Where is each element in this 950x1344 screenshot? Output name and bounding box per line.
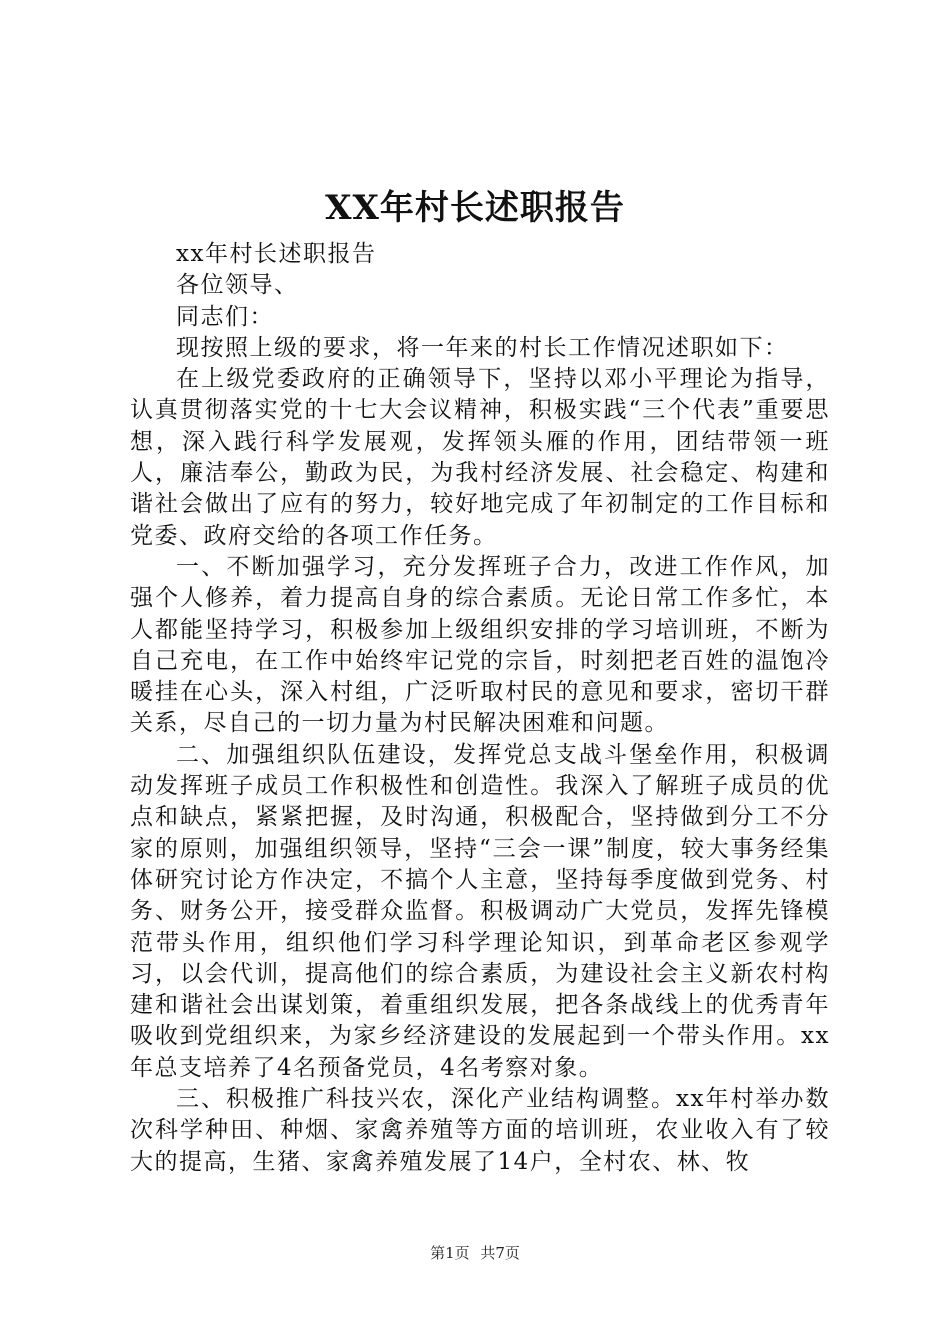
page-footer — [0, 1243, 950, 1263]
paragraph-overview: 在上级党委政府的正确领导下，坚持以邓小平理论为指导，认真贯彻落实党的十七大会议精神，积极实践“三个代表”重要思想，深入践行科学发展观，发挥领头雁的作用，团结带领一班人，廉洁奉公，勤政为民，为我村经济发展、社会稳定、构建和谐社会做出了应有的努力，较好地完成了年初制定的工作目标和党委、政府交给的各项工作任务。 — [130, 366, 830, 549]
paragraph-subtitle: xx年村长述职报告 — [176, 241, 377, 267]
document-title: XX年村长述职报告 — [325, 188, 625, 228]
paragraph-salutation-2: 同志们： — [176, 303, 274, 330]
paragraph-section-3: 三、积极推广科技兴农，深化产业结构调整。xx年村举办数次科学种田、种烟、家禽养殖等方面的培训班，农业收入有了较大的提高，生猪、家禽养殖发展了14户，全村农、林、牧 — [130, 1086, 830, 1175]
document-body — [130, 239, 830, 1178]
paragraph-section-1: 一、不断加强学习，充分发挥班子合力，改进工作作风，加强个人修养，着力提高自身的综合素质。无论日常工作多忙，本人都能坚持学习，积极参加上级组织安排的学习培训班，不断为自己充电，在工作中始终牢记党的宗旨，时刻把老百姓的温饱冷暖挂在心头，深入村组，广泛听取村民的意见和要求，密切干群关系，尽自己的一切力量为村民解决困难和问题。 — [130, 553, 830, 737]
page-total: 共7页 — [480, 1244, 520, 1262]
page-number: 第1页 — [430, 1244, 470, 1262]
paragraph-intro: 现按照上级的要求，将一年来的村长工作情况述职如下： — [176, 334, 789, 361]
paragraph-section-2: 二、加强组织队伍建设，发挥党总支战斗堡垒作用，积极调动发挥班子成员工作积极性和创造性。我深入了解班子成员的优点和缺点，紧紧把握，及时沟通，积极配合，坚持做到分工不分家的原则，加强组织领导，坚持“三会一课”制度，较大事务经集体研究讨论方作决定，不搞个人主意，坚持每季度做到党务、村务、财务公开，接受群众监督。积极调动广大党员，发挥先锋模范带头作用，组织他们学习科学理论知识，到革命老区参观学习，以会代训，提高他们的综合素质，为建设社会主义新农村构建和谐社会出谋划策，着重组织发展，把各条战线上的优秀青年吸收到党组织来，为家乡经济建设的发展起到一个带头作用。xx年总支培养了4名预备党员，4名考察对象。 — [130, 741, 830, 1081]
paragraph-salutation-1: 各位领导、 — [176, 272, 299, 299]
